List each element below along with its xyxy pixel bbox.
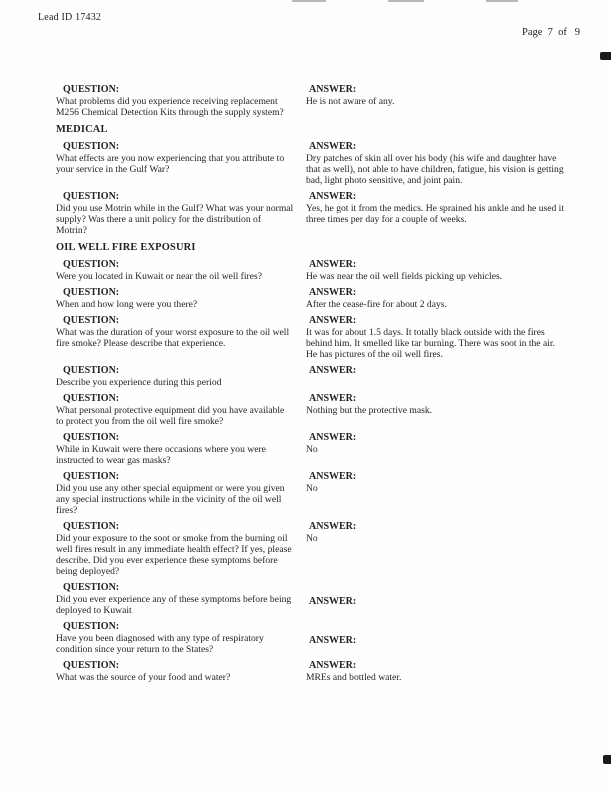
answer-label: ANSWER:: [309, 141, 357, 152]
answer-text: He was near the oil well fields picking up vehicles.: [306, 271, 503, 282]
question-text: What problems did you experience receiving replacement M256 Chemical Detection Kits through the supply system?: [56, 96, 284, 118]
answer-text: It was for about 1.5 days. It totally black outside with the fires behind him. It smelled like tar burning. There was soot in the air. He has pictures of the oil well fires.: [306, 327, 555, 360]
question-label: QUESTION:: [63, 393, 120, 404]
question-text: Were you located in Kuwait or near the oil well fires?: [56, 271, 262, 282]
qa-content: [56, 84, 568, 688]
question-text: Did your exposure to the soot or smoke from the burning oil well fires result in any immediate health effect? If yes, please describe. Did you ever experience these symptoms before being deployed?: [56, 533, 292, 577]
answer-label: ANSWER:: [309, 635, 357, 646]
answer-label: ANSWER:: [309, 471, 357, 482]
question-text: What personal protective equipment did you have available to protect you from the oil well fire smoke?: [56, 405, 285, 427]
answer-text: He is not aware of any.: [306, 96, 395, 107]
answer-text: No: [306, 444, 318, 455]
lead-id: Lead ID 17432: [38, 12, 102, 23]
answer-label: ANSWER:: [309, 84, 357, 95]
qa-block: [56, 191, 568, 236]
answer-text: Dry patches of skin all over his body (his wife and daughter have that as well), not able to have children, fatigue, his vision is getting bad, light photo sensitive, and joint pain.: [306, 153, 564, 186]
question-label: QUESTION:: [63, 432, 120, 443]
answer-text: After the cease-fire for about 2 days.: [306, 299, 447, 310]
question-label: QUESTION:: [63, 287, 120, 298]
answer-label: ANSWER:: [309, 432, 357, 443]
qa-block: [56, 471, 568, 516]
question-label: QUESTION:: [63, 621, 120, 632]
qa-block: [56, 521, 568, 577]
section-header-medical: MEDICAL: [56, 124, 108, 135]
question-text: Did you use Motrin while in the Gulf? What was your normal supply? Was there a unit policy for the distribution of Motrin?: [56, 203, 294, 236]
qa-block: [56, 432, 568, 466]
answer-label: ANSWER:: [309, 660, 357, 671]
question-label: QUESTION:: [63, 315, 120, 326]
qa-block: [56, 621, 568, 655]
answer-label: ANSWER:: [309, 191, 357, 202]
question-text: Describe you experience during this period: [56, 377, 222, 388]
qa-block: [56, 582, 568, 616]
question-label: QUESTION:: [63, 191, 120, 202]
scan-artifact-edge-mark: [600, 52, 611, 60]
scan-artifact-dash: [486, 0, 518, 2]
question-text: What effects are you now experiencing that you attribute to your service in the Gulf War?: [56, 153, 285, 175]
page-number: Page 7 of 9: [522, 27, 581, 38]
question-text: Have you been diagnosed with any type of respiratory condition since your return to the States?: [56, 633, 264, 655]
answer-label: ANSWER:: [309, 365, 357, 376]
question-label: QUESTION:: [63, 660, 120, 671]
qa-block: [56, 393, 568, 427]
answer-label: ANSWER:: [309, 393, 357, 404]
answer-text: MREs and bottled water.: [306, 672, 402, 683]
qa-block: [56, 315, 568, 360]
scan-artifact-dash: [292, 0, 326, 2]
section-header-oil-well-fire: OIL WELL FIRE EXPOSURI: [56, 242, 196, 253]
question-label: QUESTION:: [63, 521, 120, 532]
question-label: QUESTION:: [63, 365, 120, 376]
qa-block: [56, 84, 568, 118]
scan-artifact-edge-mark: [603, 755, 611, 764]
answer-text: No: [306, 533, 318, 544]
question-label: QUESTION:: [63, 259, 120, 270]
qa-block: [56, 287, 568, 310]
question-label: QUESTION:: [63, 582, 120, 593]
answer-text: Yes, he got it from the medics. He sprained his ankle and he used it three times per day for a couple of weeks.: [306, 203, 565, 225]
question-text: While in Kuwait were there occasions where you were instructed to wear gas masks?: [56, 444, 266, 466]
answer-text: Nothing but the protective mask.: [306, 405, 433, 416]
question-text: When and how long were you there?: [56, 299, 198, 310]
question-text: Did you use any other special equipment or were you given any special instructions while in the vicinity of the oil well fires?: [56, 483, 285, 516]
question-label: QUESTION:: [63, 141, 120, 152]
question-text: Did you ever experience any of these symptoms before being deployed to Kuwait: [56, 594, 292, 616]
answer-label: ANSWER:: [309, 259, 357, 270]
question-text: What was the duration of your worst exposure to the oil well fire smoke? Please describe that experience.: [56, 327, 290, 349]
qa-block: [56, 259, 568, 282]
scan-artifact-dash: [388, 0, 424, 2]
answer-label: ANSWER:: [309, 596, 357, 607]
qa-block: [56, 141, 568, 186]
qa-block: [56, 365, 568, 388]
qa-block: [56, 660, 568, 683]
answer-label: ANSWER:: [309, 521, 357, 532]
answer-text: No: [306, 483, 318, 494]
question-label: QUESTION:: [63, 471, 120, 482]
question-text: What was the source of your food and water?: [56, 672, 231, 683]
answer-label: ANSWER:: [309, 315, 357, 326]
answer-label: ANSWER:: [309, 287, 357, 298]
question-label: QUESTION:: [63, 84, 120, 95]
